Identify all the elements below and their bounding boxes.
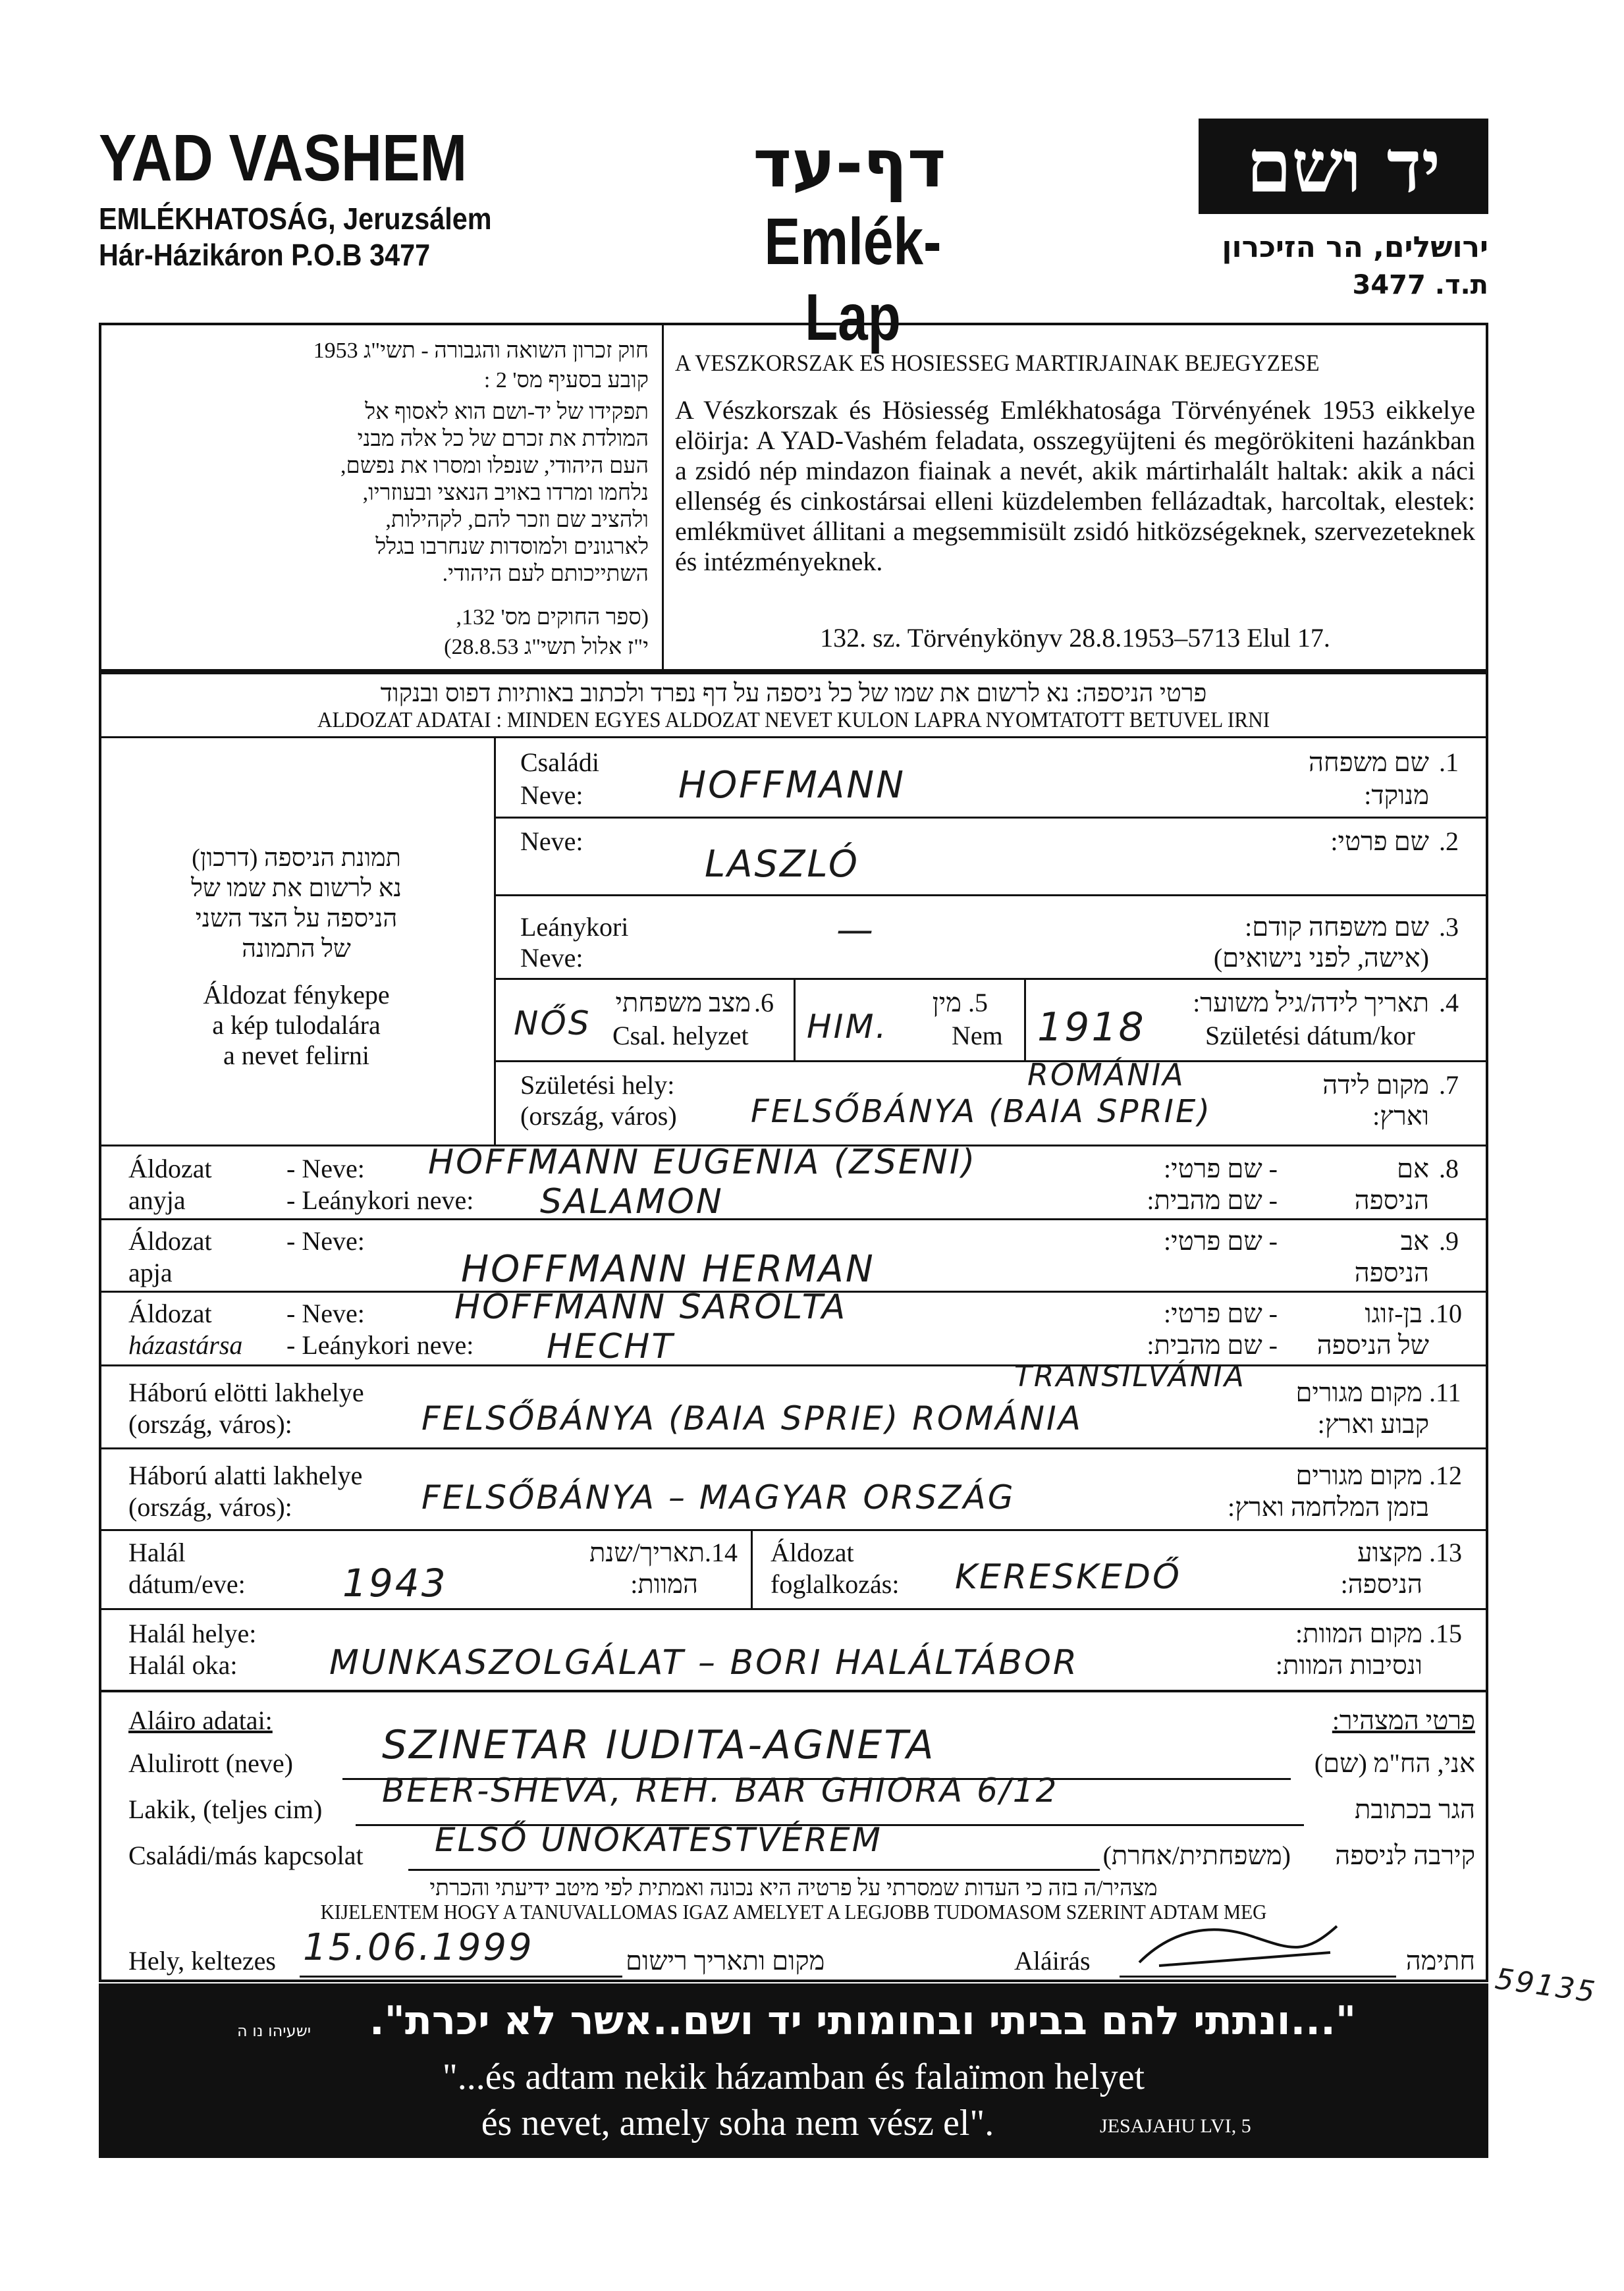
field-label-hebrew: מקצוע [1357,1538,1422,1567]
field-value[interactable]: LASZLÓ [705,843,859,886]
side-note: 59135 [1493,1962,1599,2010]
declaration-hungarian: KIJELENTEM HOGY A TANUVALLOMAS IGAZ AMELYET A LEGJOBB TUDOMASOM SZERINT ADTAM MEG [320,1900,1267,1924]
field-number: .9 [1439,1226,1459,1256]
signer-address-value[interactable]: BEER-SHEVA, REH. BAR GHIORA 6/12 [382,1771,1059,1810]
field-label-hebrew: מקום מגורים [1295,1378,1422,1407]
field-label: Halál [128,1538,186,1567]
declaration-hebrew: מצהיר/ה בזה כי העדות שמסרתי על פרטיה היא נכונה ואמתית לפי מיטב ידיעתי והכרתי [429,1876,1158,1900]
field-number: .2 [1439,826,1459,856]
field-value[interactable]: FELSŐBÁNYA (BAIA SPRIE) ROMÁNIA [421,1399,1083,1438]
pobox-hebrew: ת.ד. 3477 [1352,270,1488,300]
field-label-hebrew: וארץ: [1372,1101,1429,1131]
field-label-hebrew: אם [1397,1154,1429,1183]
field-label-hebrew: מנוקד: [1364,780,1429,810]
field-sublabel-hebrew: - שם פרטי: [1164,1226,1278,1256]
field-label-hebrew: שם משפחה [1309,747,1429,777]
signer-address-label-hebrew: הגר בכתובת [1355,1794,1475,1824]
law-hebrew-body-line: העם היהודי, שנפלו ומסרו את נפשם, [340,454,649,478]
field-label: Áldozat [771,1538,854,1567]
field-value[interactable]: — [836,909,875,952]
field-label-hebrew: מין [932,988,961,1017]
law-hebrew-body-line: תפקידו של יד-ושם הוא לאסוף אל [365,400,649,424]
field-number: .10 [1429,1299,1462,1328]
field-number: .7 [1439,1070,1459,1100]
field-label: Áldozat [128,1226,212,1256]
signer-relation-label-hebrew: (משפחתית/אחרת) [1102,1841,1291,1870]
field-value[interactable]: ROMÁNIA [1027,1057,1185,1092]
field-value[interactable]: 1943 [342,1561,448,1605]
law-hungarian-ref: 132. sz. Törvénykönyv 28.8.1953–5713 Elul 17. [820,623,1330,653]
signer-place-value[interactable]: 15.06.1999 [303,1926,534,1969]
signer-heading: Aláiro adatai: [128,1706,273,1735]
signer-place-label-hebrew: מקום ותאריך רישום [626,1946,825,1976]
field-label: Leánykori [520,912,629,942]
photo-hebrew-line: נא לרשום את שמו של [191,875,402,902]
field-label-hebrew: בזמן המלחמה וארץ: [1228,1492,1429,1522]
signer-relation-label: Családi/más kapcsolat [128,1841,364,1870]
field-label: anyja [128,1185,186,1215]
field-label: (ország, város): [128,1409,292,1439]
field-value[interactable]: HECHT [547,1327,675,1366]
field-sublabel-hebrew: - שם פרטי: [1164,1299,1278,1328]
field-number: .11 [1429,1378,1461,1407]
field-label: Családi [520,747,599,777]
footer-hungarian-line2: és nevet, amely soha nem vész el". [481,2103,994,2143]
field-sublabel-hebrew: - שם מהבית: [1147,1330,1278,1360]
field-label-hebrew: מצב משפחתי [615,988,751,1017]
signer-signature-label: Aláirás [1014,1946,1091,1976]
field-sublabel: - Neve: [286,1226,365,1256]
field-label: Születési dátum/kor [1205,1021,1415,1050]
field-label: Neve: [520,826,583,856]
field-label-hebrew: קבוע וארץ: [1317,1409,1429,1439]
footer-ref: JESAJAHU LVI, 5 [1100,2115,1251,2137]
photo-instructions [109,843,484,1071]
field-sublabel: - Neve: [286,1299,365,1328]
law-hebrew-body-line: ולהציב שם וזכר להם, לקהילות, [385,508,649,532]
field-value[interactable]: TRANSILVÁNIA [1014,1360,1246,1393]
law-hebrew-ref2: י"ז אלול תשי"ג 28.8.53) [444,635,649,659]
field-label: Háború elötti lakhelye [128,1378,364,1407]
field-number: .3 [1439,912,1459,942]
field-label-hebrew: מקום מגורים [1295,1461,1422,1490]
field-sublabel: - Leánykori neve: [286,1330,474,1360]
field-value[interactable]: HOFFMANN SAROLTA [454,1287,848,1327]
field-number: .15 [1429,1619,1462,1648]
field-label-hebrew: מקום לידה [1322,1070,1429,1100]
field-label: dátum/eve: [128,1569,246,1599]
field-number: .8 [1439,1154,1459,1183]
law-hebrew-line1: חוק זכרון השואה והגבורה - תשי"ג 1953 [313,338,649,363]
field-label: Halál helye: [128,1619,257,1648]
law-hebrew-body [115,398,649,587]
field-label: foglalkozás: [771,1569,900,1599]
field-number: .4 [1439,988,1459,1017]
field-value[interactable]: FELSŐBÁNYA (BAIA SPRIE) [751,1093,1212,1130]
field-label-hebrew: הניספה: [1340,1569,1422,1599]
field-label-hebrew: (אישה, לפני נישואים) [1213,943,1429,973]
field-label: Nem [952,1021,1003,1050]
title-hebrew: דף-עד [753,125,946,202]
field-number: .5 [968,988,988,1017]
field-label-hebrew: שם פרטי: [1330,826,1429,856]
field-label-hebrew: ונסיבות המוות: [1275,1650,1422,1680]
field-label: Születési hely: [520,1070,675,1100]
field-label: Neve: [520,780,583,810]
signer-address-label: Lakik, (teljes cim) [128,1794,323,1824]
photo-hebrew-line: הניספה על הצד השני [195,905,398,932]
page-title: Emlék-Lap [764,205,942,354]
signer-place-label: Hely, keltezes [128,1946,276,1976]
law-hungarian-heading: A VESZKORSZAK ES HOSIESSEG MARTIRJAINAK BEJEGYZESE [675,350,1320,376]
field-value[interactable]: NŐS [514,1004,591,1042]
signer-name-label: Alulirott (neve) [128,1748,293,1778]
field-value[interactable]: HOFFMANN HERMAN [461,1248,875,1291]
field-number: .13 [1429,1538,1462,1567]
field-number: .1 [1439,747,1459,777]
field-value[interactable]: HIM. [807,1008,888,1046]
field-label-hebrew: מקום המוות: [1295,1619,1422,1648]
law-hebrew-body-line: השתייכותם לעם היהודי. [442,562,649,586]
law-hebrew-body-line: המולדת את זכרם של כל אלה מבני [357,427,649,451]
signature-scribble [1133,1916,1350,1976]
field-label-hebrew: אב [1400,1226,1429,1256]
law-hebrew-body-line: לארגונים ולמוסדות שנחרבו בגלל [375,535,649,559]
org-subtitle-2: Hár-Házikáron P.O.B 3477 [99,238,431,272]
signer-name-value[interactable]: SZINETAR IUDITA-AGNETA [382,1722,936,1768]
footer-hungarian-line1: "...és adtam nekik házamban és falaïmon helyet [442,2057,1145,2097]
org-name: YAD VASHEM [99,121,468,195]
footer-hebrew-quote: "...ונתתי להם בביתי ובחומותי יד ושם..אשר לא יכרת". [369,1998,1357,2044]
field-value[interactable]: MUNKASZOLGÁLAT – BORI HALÁLTÁBOR [329,1643,1079,1683]
field-label-hebrew: תאריך/שנת [589,1538,705,1567]
photo-hungarian-line: a nevet felirni [223,1040,370,1070]
field-number: .14 [705,1538,738,1567]
photo-hungarian-line: a kép tulodalára [212,1010,381,1040]
photo-hebrew-line: של התמונה [242,935,351,963]
field-label-hebrew: שם משפחה קודם: [1245,912,1429,942]
field-value[interactable]: FELSŐBÁNYA – MAGYAR ORSZÁG [421,1478,1015,1517]
field-label: Neve: [520,943,583,973]
field-label: Háború alatti lakhelye [128,1461,363,1490]
field-label: (ország, város) [520,1101,677,1131]
field-value[interactable]: SALAMON [540,1182,724,1222]
signer-relation-label-hebrew: קירבה לניספה [1335,1841,1475,1870]
law-hungarian-body: A Vészkorszak és Hösiesség Emlékhatosága Törvényének 1953 eikkelye elöirja: A YAD-Vashém feladata, osszegyüjteni és megörökiteni hazánkban a zsidó nép mindazon fiainak a nevét, akik mártirhalált haltak: akik a náci ellenség és cinkostársai elleni küzdelemben fellázadtak, harcoltak, elestek: emlékmüvet állitani a megsemmisült zsidó hitközségeknek, szervezeteknek és intézményeknek. [675,395,1475,576]
field-sublabel: - Neve: [286,1154,365,1183]
field-sublabel-hebrew: - שם פרטי: [1164,1154,1278,1183]
footer-banner [99,1983,1488,2158]
law-hebrew-body-line: נלחמו ומרדו באויב הנאצי ובעוזריו, [362,481,649,505]
field-label: Csal. helyzet [612,1021,749,1050]
signer-name-label-hebrew: אני, הח"מ (שם) [1314,1748,1475,1778]
field-label: Halál oka: [128,1650,238,1680]
field-label-hebrew: המוות: [630,1569,698,1599]
field-sublabel: - Leánykori neve: [286,1185,474,1215]
law-hebrew-line2: קובע בסעיף מס' 2 : [483,368,649,392]
field-label: apja [128,1258,173,1287]
field-value[interactable]: KERESKEDŐ [955,1557,1181,1597]
field-label: (ország, város): [128,1492,292,1522]
signer-relation-value[interactable]: ELSŐ UNOKATESTVÉREM [435,1821,882,1859]
org-subtitle-1: EMLÉKHATOSÁG, Jeruzsálem [99,202,492,236]
field-label-hebrew: בן-זוגו [1365,1299,1422,1328]
address-hebrew: ירושלים, הר הזיכרון [1222,230,1488,264]
field-label: Áldozat [128,1154,212,1183]
field-label: Áldozat [128,1299,212,1328]
victim-heading-hungarian: ALDOZAT ADATAI : MINDEN EGYES ALDOZAT NEVET KULON LAPRA NYOMTATOTT BETUVEL IRNI [317,708,1270,732]
field-label-hebrew: הניספה [1354,1258,1429,1287]
signer-heading-hebrew: פרטי המצהיר: [1332,1706,1475,1735]
logo-text: יד ושם [1246,123,1441,209]
field-number: .6 [754,988,774,1017]
field-label-hebrew: הניספה [1354,1185,1429,1215]
footer-hebrew-ref: ישעיהו נו ה [237,2022,311,2040]
logo [1199,119,1488,214]
field-number: .12 [1429,1461,1462,1490]
law-hebrew-ref1: (ספר החוקים מס' 132, [456,605,649,630]
photo-hebrew-line: תמונת הניספה (דרכון) [192,844,401,872]
victim-heading-hebrew: פרטי הניספה: נא לרשום את שמו של כל ניספה על דף נפרד ולכתוב באותיות דפוס ובנקוד [380,680,1207,707]
field-sublabel-hebrew: - שם מהבית: [1147,1185,1278,1215]
field-label-hebrew: תאריך לידה/גיל משוער: [1193,988,1429,1017]
signer-signature-label-hebrew: חתימה [1405,1946,1475,1976]
field-label: házastársa [128,1330,243,1360]
photo-hungarian-line: Áldozat fénykepe [203,980,390,1010]
field-value[interactable]: HOFFMANN EUGENIA (ZSENI) [428,1143,977,1182]
field-value[interactable]: HOFFMANN [678,764,906,807]
field-value[interactable]: 1918 [1037,1004,1146,1050]
field-label-hebrew: של הניספה [1316,1330,1429,1360]
